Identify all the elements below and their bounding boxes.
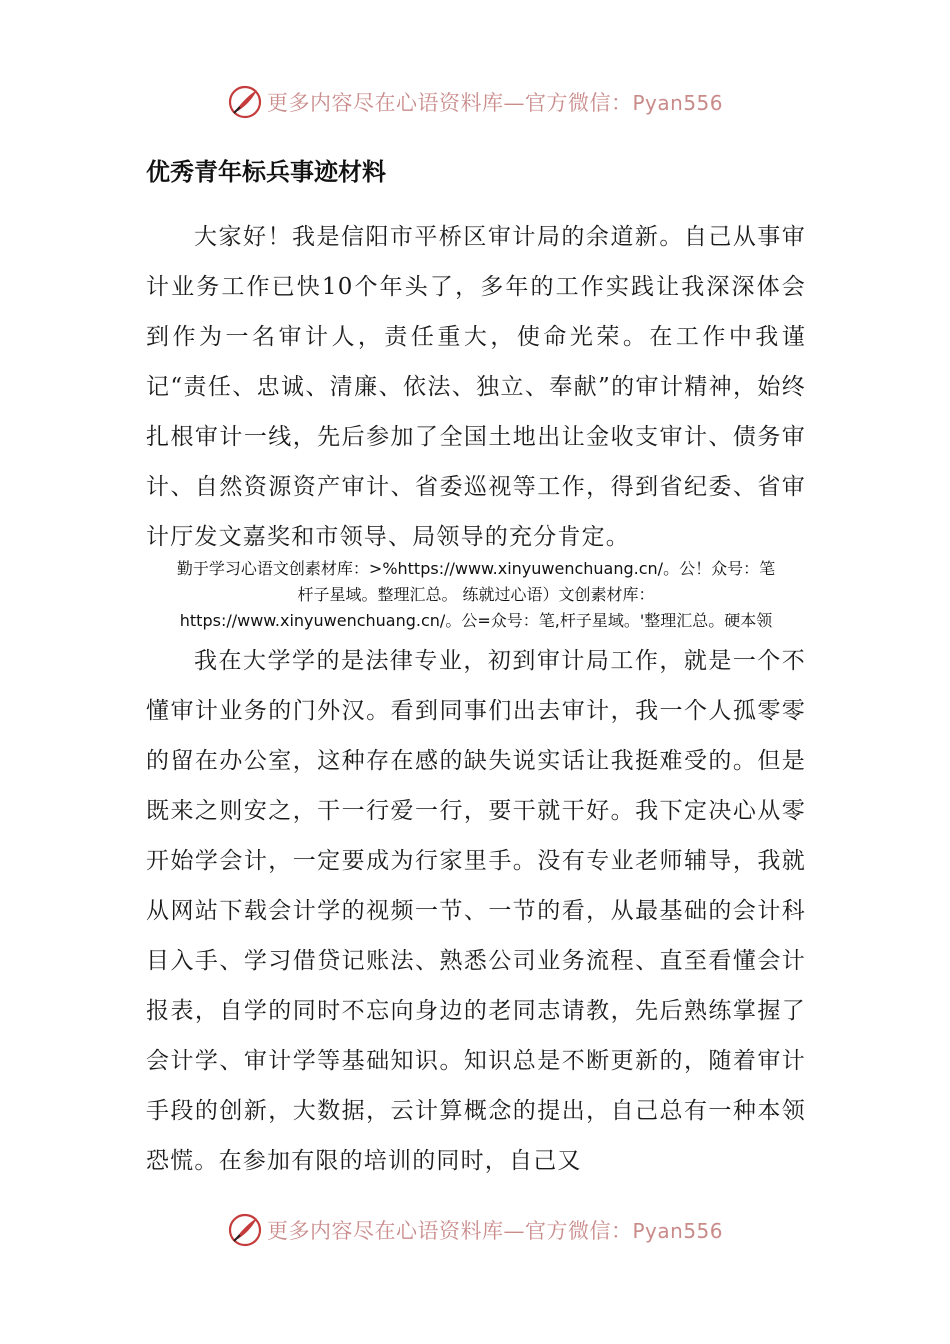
- watermark-note: [146, 556, 806, 634]
- footer-banner: [0, 1210, 950, 1250]
- header-banner: [0, 82, 950, 122]
- watermark-note-line-1: 勤于学习心语文创素材库：>%https://www.xinyuwenchuang.cn/。公！众号：笔: [176, 559, 776, 578]
- watermark-note-line-3: https://www.xinyuwenchuang.cn/。公=众号：笔,杆子星域。'整理汇总。硬本领: [179, 611, 773, 630]
- header-banner-text: 更多内容尽在心语资料库—官方微信：Pyan556: [266, 91, 723, 115]
- quill-logo-icon: [227, 1212, 263, 1248]
- document-title: 优秀青年标兵事迹材料: [146, 158, 386, 186]
- paragraph-2: 我在大学学的是法律专业，初到审计局工作，就是一个不懂审计业务的门外汉。看到同事们出去审计，我一个人孤零零的留在办公室，这种存在感的缺失说实话让我挺难受的。但是既来之则安之，干一行爱一行，要干就干好。我下定决心从零开始学会计，一定要成为行家里手。没有专业老师辅导，我就从网站下载会计学的视频一节、一节的看，从最基础的会计科目入手、学习借贷记账法、熟悉公司业务流程、直至看懂会计报表，自学的同时不忘向身边的老同志请教，先后熟练掌握了会计学、审计学等基础知识。知识总是不断更新的，随着审计手段的创新，大数据，云计算概念的提出，自己总有一种本领恐慌。在参加有限的培训的同时，自己又: [146, 648, 806, 1174]
- footer-banner-text: 更多内容尽在心语资料库—官方微信：Pyan556: [266, 1219, 723, 1243]
- watermark-note-line-2: 杆子星域。整理汇总。 练就过心语）文创素材库：: [297, 585, 655, 604]
- quill-logo-icon: [227, 84, 263, 120]
- paragraph-1: 大家好！我是信阳市平桥区审计局的余道新。自己从事审计业务工作已快10个年头了，多年的工作实践让我深深体会到作为一名审计人，责任重大，使命光荣。在工作中我谨记“责任、忠诚、清廉、依法、独立、奉献”的审计精神，始终扎根审计一线，先后参加了全国土地出让金收支审计、债务审计、自然资源资产审计、省委巡视等工作，得到省纪委、省审计厅发文嘉奖和市领导、局领导的充分肯定。: [146, 224, 806, 550]
